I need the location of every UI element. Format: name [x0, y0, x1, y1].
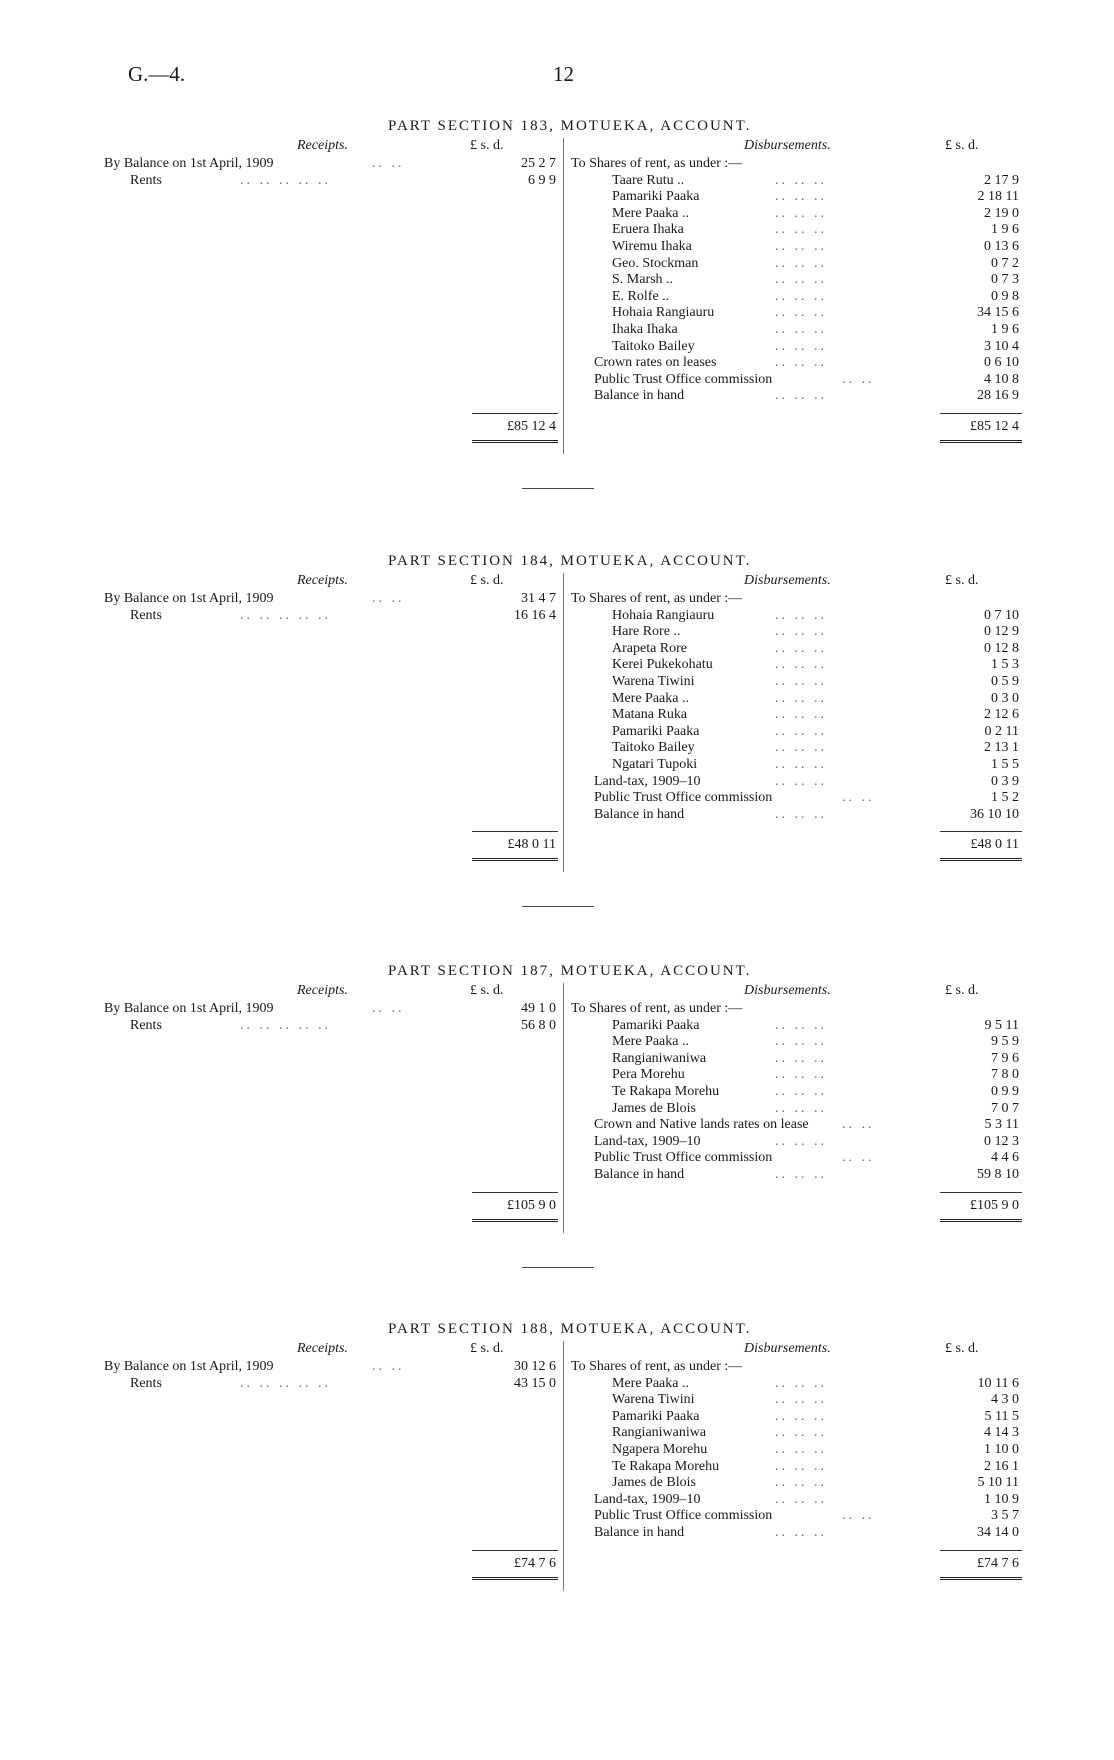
share-amount: 5 10 11	[977, 1475, 1019, 1491]
disbursement-amount: 36 10 10	[970, 806, 1019, 822]
disbursement-intro: To Shares of rent, as under :—	[571, 1359, 743, 1374]
receipts-total-double-rule	[472, 1219, 558, 1222]
share-amount: 0 3 0	[991, 690, 1019, 706]
share-amount: 0 5 9	[991, 674, 1019, 689]
disbursement-item: Public Trust Office commission	[594, 371, 773, 387]
leader-dots: .. .. .. .. ..	[240, 1017, 331, 1033]
disbursements-total-rule	[940, 413, 1022, 414]
receipts-total-double-rule	[472, 1577, 558, 1580]
disbursement-item: Land-tax, 1909–10	[594, 1133, 701, 1149]
share-amount: 34 15 6	[977, 305, 1019, 321]
section-separator	[522, 488, 594, 489]
leader-dots: .. .. ..	[775, 740, 827, 756]
account-section	[0, 118, 1114, 478]
share-name: Arapeta Rore	[612, 640, 688, 656]
leader-dots: .. ..	[842, 1117, 875, 1133]
disbursements-total-double-rule	[940, 1577, 1022, 1580]
share-amount: 0 7 10	[984, 607, 1019, 623]
receipt-label: Rents	[130, 1017, 162, 1033]
disbursement-item: Balance in hand	[594, 1167, 685, 1182]
receipt-label: By Balance on 1st April, 1909	[104, 156, 274, 171]
receipt-amount: 30 12 6	[514, 1359, 556, 1374]
receipts-currency-head: £ s. d.	[470, 573, 504, 588]
share-amount: 1 5 3	[991, 657, 1019, 673]
leader-dots: .. .. ..	[775, 1017, 827, 1033]
leader-dots: .. .. ..	[775, 1408, 827, 1424]
share-name: Eruera Ihaka	[612, 222, 684, 238]
disbursements-heading: Disbursements.	[744, 573, 831, 588]
receipts-total-double-rule	[472, 858, 558, 861]
receipts-total: £48 0 11	[507, 837, 556, 853]
disbursement-item: Public Trust Office commission	[594, 790, 773, 806]
share-name: Taitoko Bailey	[612, 740, 695, 756]
share-amount: 0 2 11	[984, 723, 1019, 739]
disbursements-heading: Disbursements.	[744, 983, 831, 998]
column-divider	[563, 573, 564, 872]
share-amount: 0 7 2	[991, 255, 1019, 271]
leader-dots: .. .. ..	[775, 1084, 827, 1099]
disbursements-total-rule	[940, 1192, 1022, 1193]
share-name: Pera Morehu	[612, 1067, 685, 1083]
leader-dots: .. .. ..	[775, 1392, 827, 1408]
leader-dots: .. .. ..	[775, 1050, 827, 1066]
leader-dots: .. .. ..	[775, 773, 827, 789]
share-name: Pamariki Paaka	[612, 1017, 700, 1033]
leader-dots: .. .. .. .. ..	[240, 172, 331, 188]
disbursements-total-double-rule	[940, 440, 1022, 443]
leader-dots: .. .. ..	[775, 674, 827, 689]
disbursement-item: Public Trust Office commission	[594, 1508, 773, 1524]
receipts-total-rule	[472, 413, 558, 414]
share-name: Mere Paaka ..	[612, 1034, 689, 1050]
leader-dots: .. ..	[372, 1001, 405, 1016]
receipt-amount: 6 9 9	[528, 172, 556, 188]
disbursements-total: £48 0 11	[970, 837, 1019, 853]
leader-dots: .. .. ..	[775, 640, 827, 656]
share-amount: 0 12 8	[984, 640, 1019, 656]
receipts-currency-head: £ s. d.	[470, 138, 504, 153]
disbursement-intro: To Shares of rent, as under :—	[571, 591, 743, 606]
receipt-amount: 16 16 4	[514, 607, 556, 623]
share-name: Pamariki Paaka	[612, 723, 700, 739]
leader-dots: .. .. ..	[775, 1442, 827, 1457]
share-name: James de Blois	[612, 1100, 696, 1116]
receipts-total-rule	[472, 1550, 558, 1551]
share-name: Te Rakapa Morehu	[612, 1458, 720, 1474]
section-title: PART SECTION 188, MOTUEKA, ACCOUNT.	[388, 1321, 752, 1337]
account-section	[0, 1321, 1114, 1681]
share-name: Ihaka Ihaka	[612, 322, 678, 337]
column-divider	[563, 1341, 564, 1591]
disbursements-currency-head: £ s. d.	[945, 983, 979, 998]
disbursement-amount: 59 8 10	[977, 1167, 1019, 1182]
leader-dots: .. .. ..	[775, 305, 827, 321]
receipt-amount: 25 2 7	[521, 156, 556, 171]
receipt-amount: 56 8 0	[521, 1017, 556, 1033]
share-name: Te Rakapa Morehu	[612, 1084, 720, 1099]
share-amount: 9 5 11	[984, 1017, 1019, 1033]
leader-dots: .. .. ..	[775, 272, 827, 288]
leader-dots: .. .. ..	[775, 690, 827, 706]
leader-dots: .. .. ..	[775, 806, 827, 822]
share-name: Warena Tiwini	[612, 1392, 695, 1408]
share-name: Ngatari Tupoki	[612, 757, 698, 772]
disbursements-heading: Disbursements.	[744, 138, 831, 153]
receipt-label: By Balance on 1st April, 1909	[104, 1001, 274, 1016]
receipts-total: £85 12 4	[507, 419, 556, 434]
leader-dots: .. .. ..	[775, 388, 827, 404]
share-amount: 2 12 6	[984, 707, 1019, 723]
receipts-total: £105 9 0	[507, 1197, 556, 1213]
receipts-heading: Receipts.	[297, 573, 348, 588]
disbursements-total-rule	[940, 831, 1022, 832]
leader-dots: .. .. ..	[775, 172, 827, 188]
leader-dots: .. .. ..	[775, 205, 827, 221]
receipts-heading: Receipts.	[297, 138, 348, 153]
leader-dots: .. ..	[372, 156, 405, 171]
leader-dots: .. .. ..	[775, 255, 827, 271]
section-separator	[522, 906, 594, 907]
share-name: Mere Paaka ..	[612, 1375, 689, 1391]
receipts-total: £74 7 6	[514, 1555, 556, 1571]
disbursement-item: Balance in hand	[594, 1525, 685, 1540]
share-name: James de Blois	[612, 1475, 696, 1491]
share-amount: 4 14 3	[984, 1425, 1019, 1441]
disbursement-amount: 3 5 7	[991, 1508, 1019, 1524]
receipt-label: By Balance on 1st April, 1909	[104, 1359, 274, 1374]
leader-dots: .. .. ..	[775, 607, 827, 623]
disbursement-amount: 4 10 8	[984, 371, 1019, 387]
leader-dots: .. .. ..	[775, 222, 827, 238]
leader-dots: .. .. .. .. ..	[240, 607, 331, 623]
share-name: Geo. Stockman	[612, 255, 699, 271]
disbursements-total: £85 12 4	[970, 419, 1019, 434]
disbursements-currency-head: £ s. d.	[945, 138, 979, 153]
share-name: Mere Paaka ..	[612, 690, 689, 706]
share-name: Warena Tiwini	[612, 674, 695, 689]
share-amount: 0 12 9	[984, 624, 1019, 640]
section-title: PART SECTION 183, MOTUEKA, ACCOUNT.	[388, 118, 752, 134]
leader-dots: .. .. ..	[775, 1375, 827, 1391]
share-amount: 10 11 6	[977, 1375, 1019, 1391]
share-amount: 1 9 6	[991, 322, 1019, 337]
section-title: PART SECTION 184, MOTUEKA, ACCOUNT.	[388, 553, 752, 569]
section-separator	[522, 1267, 594, 1268]
disbursement-amount: 34 14 0	[977, 1525, 1019, 1540]
disbursement-item: Crown rates on leases	[594, 355, 717, 371]
share-name: Hohaia Rangiauru	[612, 607, 715, 623]
leader-dots: .. .. ..	[775, 1067, 827, 1083]
share-amount: 7 0 7	[991, 1100, 1019, 1116]
share-amount: 1 9 6	[991, 222, 1019, 238]
share-name: Hohaia Rangiauru	[612, 305, 715, 321]
share-amount: 5 11 5	[984, 1408, 1019, 1424]
leader-dots: .. .. ..	[775, 1034, 827, 1050]
leader-dots: .. ..	[842, 1150, 875, 1166]
receipts-heading: Receipts.	[297, 983, 348, 998]
leader-dots: .. .. ..	[775, 338, 827, 354]
disbursements-total: £105 9 0	[970, 1197, 1019, 1213]
share-amount: 2 16 1	[984, 1458, 1019, 1474]
share-amount: 7 9 6	[991, 1050, 1019, 1066]
disbursement-intro: To Shares of rent, as under :—	[571, 1001, 743, 1016]
share-amount: 0 13 6	[984, 239, 1019, 254]
share-name: Kerei Pukekohatu	[612, 657, 713, 673]
share-amount: 2 13 1	[984, 740, 1019, 756]
share-name: Ngapera Morehu	[612, 1442, 708, 1457]
receipt-amount: 49 1 0	[521, 1001, 556, 1016]
share-name: E. Rolfe ..	[612, 288, 670, 304]
disbursement-amount: 4 4 6	[991, 1150, 1019, 1166]
receipts-total-rule	[472, 1192, 558, 1193]
disbursements-total: £74 7 6	[977, 1555, 1019, 1571]
disbursement-item: Balance in hand	[594, 806, 685, 822]
leader-dots: .. ..	[372, 591, 405, 606]
receipt-amount: 31 4 7	[521, 591, 556, 606]
leader-dots: .. .. ..	[775, 239, 827, 254]
column-divider	[563, 138, 564, 454]
disbursement-amount: 0 12 3	[984, 1133, 1019, 1149]
share-name: Hare Rore ..	[612, 624, 681, 640]
share-amount: 7 8 0	[991, 1067, 1019, 1083]
leader-dots: .. .. ..	[775, 1133, 827, 1149]
leader-dots: .. ..	[842, 371, 875, 387]
leader-dots: .. .. ..	[775, 1167, 827, 1182]
leader-dots: .. .. ..	[775, 1425, 827, 1441]
account-section	[0, 963, 1114, 1323]
disbursements-currency-head: £ s. d.	[945, 1341, 979, 1356]
share-name: Wiremu Ihaka	[612, 239, 692, 254]
disbursement-item: Balance in hand	[594, 388, 685, 404]
leader-dots: .. .. ..	[775, 288, 827, 304]
disbursement-item: Land-tax, 1909–10	[594, 1491, 701, 1507]
leader-dots: .. .. ..	[775, 1100, 827, 1116]
leader-dots: .. .. ..	[775, 707, 827, 723]
share-name: Rangianiwaniwa	[612, 1425, 707, 1441]
share-amount: 9 5 9	[991, 1034, 1019, 1050]
leader-dots: .. .. ..	[775, 1525, 827, 1540]
section-title: PART SECTION 187, MOTUEKA, ACCOUNT.	[388, 963, 752, 979]
page-number: 12	[553, 62, 574, 86]
column-divider	[563, 983, 564, 1233]
share-amount: 0 9 9	[991, 1084, 1019, 1099]
disbursements-heading: Disbursements.	[744, 1341, 831, 1356]
leader-dots: .. .. ..	[775, 624, 827, 640]
disbursements-total-double-rule	[940, 858, 1022, 861]
disbursement-item: Land-tax, 1909–10	[594, 773, 701, 789]
share-name: S. Marsh ..	[612, 272, 674, 288]
leader-dots: .. .. ..	[775, 757, 827, 772]
document-code: G.—4.	[128, 62, 186, 86]
receipt-label: Rents	[130, 607, 162, 623]
disbursement-item: Crown and Native lands rates on lease	[594, 1117, 809, 1133]
receipt-label: Rents	[130, 1375, 162, 1391]
leader-dots: .. .. .. .. ..	[240, 1375, 331, 1391]
share-name: Taitoko Bailey	[612, 338, 695, 354]
leader-dots: .. .. ..	[775, 322, 827, 337]
leader-dots: .. .. ..	[775, 1491, 827, 1507]
disbursement-amount: 5 3 11	[984, 1117, 1019, 1133]
share-amount: 4 3 0	[991, 1392, 1019, 1408]
leader-dots: .. .. ..	[775, 723, 827, 739]
disbursement-amount: 1 10 9	[984, 1491, 1019, 1507]
share-amount: 2 17 9	[984, 172, 1019, 188]
share-amount: 1 5 5	[991, 757, 1019, 772]
leader-dots: .. .. ..	[775, 657, 827, 673]
leader-dots: .. .. ..	[775, 355, 827, 371]
receipt-label: Rents	[130, 172, 162, 188]
share-amount: 2 18 11	[977, 189, 1019, 205]
share-name: Rangianiwaniwa	[612, 1050, 707, 1066]
leader-dots: .. ..	[842, 790, 875, 806]
share-name: Taare Rutu ..	[612, 172, 685, 188]
disbursement-item: Public Trust Office commission	[594, 1150, 773, 1166]
receipts-total-double-rule	[472, 440, 558, 443]
share-amount: 2 19 0	[984, 205, 1019, 221]
receipts-heading: Receipts.	[297, 1341, 348, 1356]
account-section	[0, 553, 1114, 913]
disbursements-total-rule	[940, 1550, 1022, 1551]
leader-dots: .. .. ..	[775, 1458, 827, 1474]
share-amount: 0 9 8	[991, 288, 1019, 304]
receipts-total-rule	[472, 831, 558, 832]
share-amount: 0 7 3	[991, 272, 1019, 288]
leader-dots: .. .. ..	[775, 1475, 827, 1491]
disbursement-amount: 0 3 9	[991, 773, 1019, 789]
disbursements-currency-head: £ s. d.	[945, 573, 979, 588]
leader-dots: .. .. ..	[775, 189, 827, 205]
receipt-label: By Balance on 1st April, 1909	[104, 591, 274, 606]
disbursement-amount: 28 16 9	[977, 388, 1019, 404]
disbursements-total-double-rule	[940, 1219, 1022, 1222]
receipts-currency-head: £ s. d.	[470, 983, 504, 998]
share-name: Matana Ruka	[612, 707, 688, 723]
leader-dots: .. ..	[842, 1508, 875, 1524]
share-amount: 3 10 4	[984, 338, 1019, 354]
share-name: Pamariki Paaka	[612, 189, 700, 205]
share-name: Mere Paaka ..	[612, 205, 689, 221]
share-amount: 1 10 0	[984, 1442, 1019, 1457]
receipts-currency-head: £ s. d.	[470, 1341, 504, 1356]
leader-dots: .. ..	[372, 1359, 405, 1374]
receipt-amount: 43 15 0	[514, 1375, 556, 1391]
disbursement-amount: 0 6 10	[984, 355, 1019, 371]
disbursement-intro: To Shares of rent, as under :—	[571, 156, 743, 171]
disbursement-amount: 1 5 2	[991, 790, 1019, 806]
share-name: Pamariki Paaka	[612, 1408, 700, 1424]
